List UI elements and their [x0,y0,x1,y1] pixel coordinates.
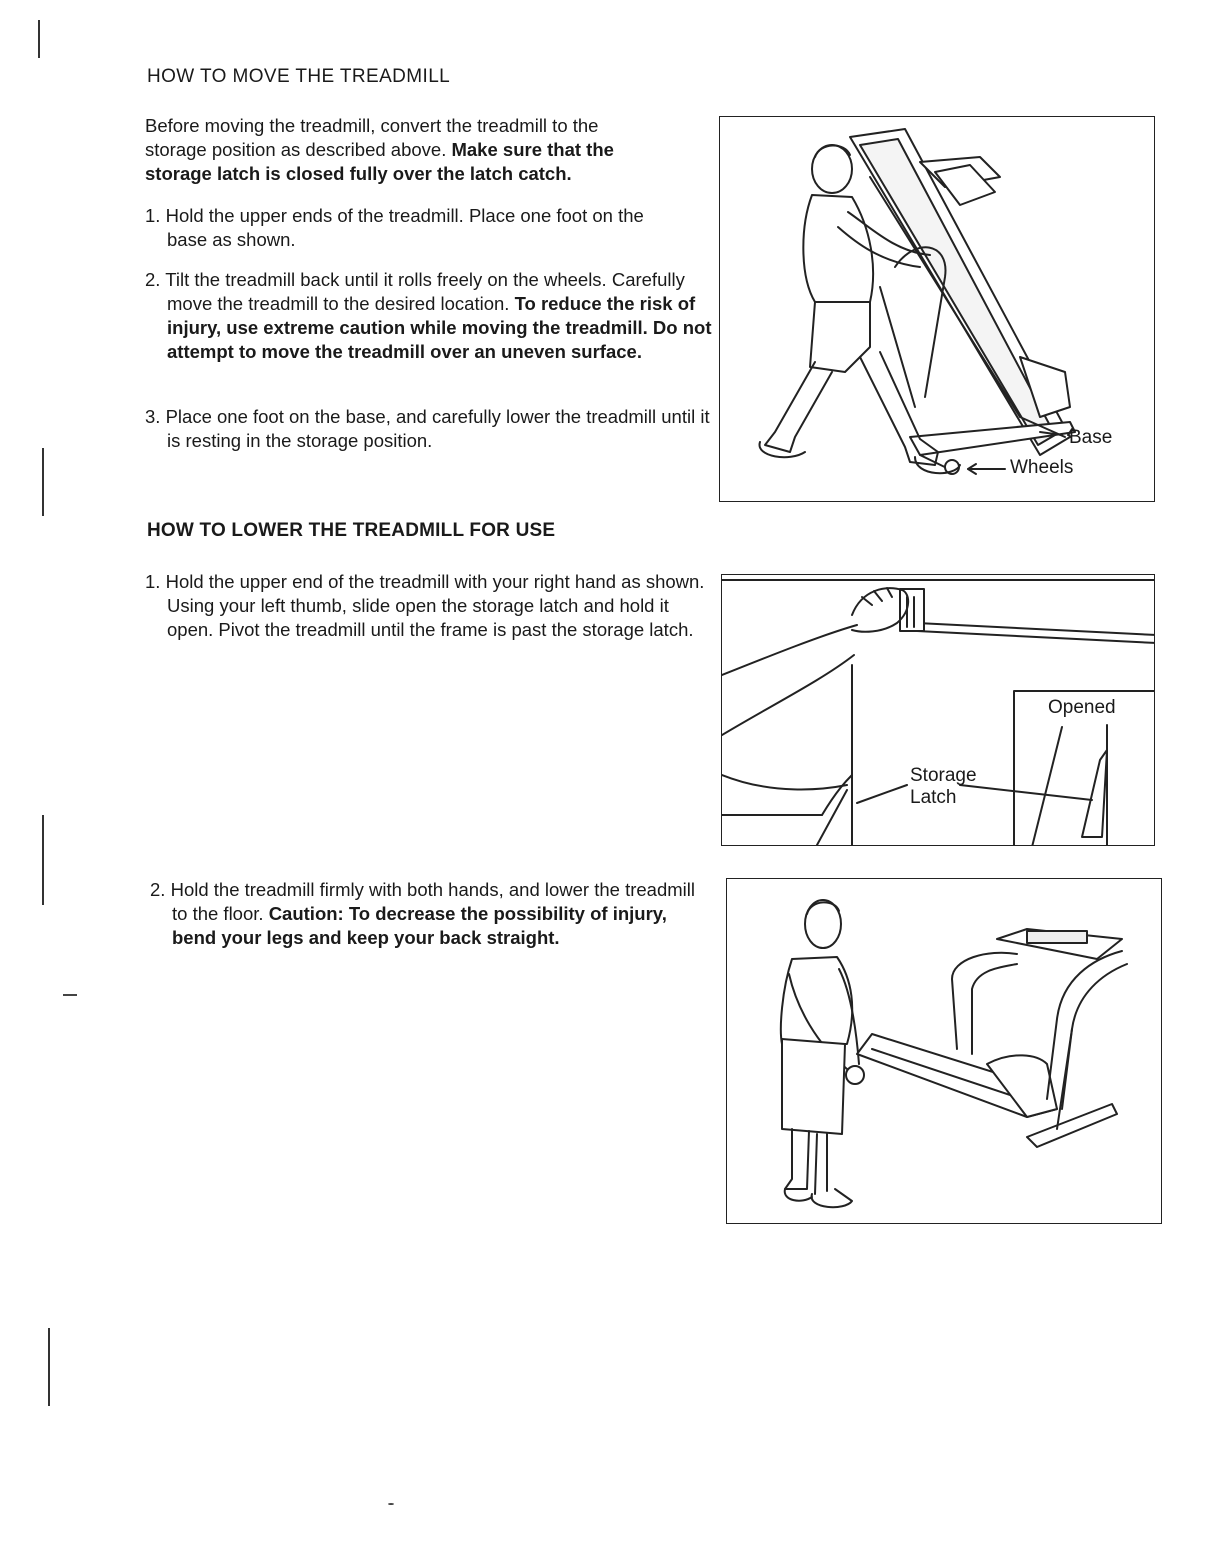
speck [63,994,77,996]
step-text: Hold the treadmill firmly with both hands, and lower the treadmill to the floor. [170,879,695,924]
step-bold-text: To reduce the risk of injury, use extreme caution while moving the treadmill. Do not attempt to move the treadmill over an uneven surface. [167,293,712,362]
step-text: Tilt the treadmill back until it rolls freely on the wheels. Carefully move the treadmill to the desired location. [165,269,685,314]
caution-label: Caution: [268,903,344,924]
section-move-title: HOW TO MOVE THE TREADMILL [147,66,451,87]
step-text: Place one foot on the base, and carefully lower the treadmill until it is resting in the storage position. [165,406,710,451]
label-storage: Storage [910,765,977,786]
step-bold-text: To decrease the possibility of injury, bend your legs and keep your back straight. [172,903,667,948]
figure-storage-latch [721,574,1155,846]
lowering-illustration [727,879,1162,1224]
section-move-intro [145,114,665,186]
move-step-2 [145,268,712,364]
lower-step-2 [150,878,712,950]
move-step-3 [145,405,712,453]
step-text: Hold the upper end of the treadmill with your right hand as shown. Using your left thumb, slide open the storage latch and hold it open. Pivot the treadmill until the frame is past the storage latch. [165,571,705,640]
step-number: 2. [150,879,166,900]
margin-mark [42,815,44,905]
step-text: Hold the upper ends of the treadmill. Place one foot on the base as shown. [165,205,644,250]
section-lower-title: HOW TO LOWER THE TREADMILL FOR USE [147,520,556,541]
intro-text: Before moving the treadmill, convert the treadmill to the storage position as described above. [145,115,599,160]
figure-lowering-treadmill [726,878,1162,1224]
label-base: Base [1069,427,1113,448]
figure-moving-treadmill [719,116,1155,502]
label-wheels: Wheels [1010,457,1074,478]
label-opened: Opened [1048,697,1116,718]
move-step-1 [145,204,687,252]
step-number: 1. [145,205,161,226]
margin-mark [48,1328,50,1406]
intro-bold-text: Make sure that the storage latch is closed fully over the latch catch. [145,139,614,184]
speck [388,1503,394,1505]
margin-mark [38,20,40,58]
label-latch: Latch [910,787,957,808]
step-number: 2. [145,269,161,290]
step-number: 1. [145,571,161,592]
margin-mark [42,448,44,516]
lower-step-1 [145,570,712,642]
step-number: 3. [145,406,161,427]
